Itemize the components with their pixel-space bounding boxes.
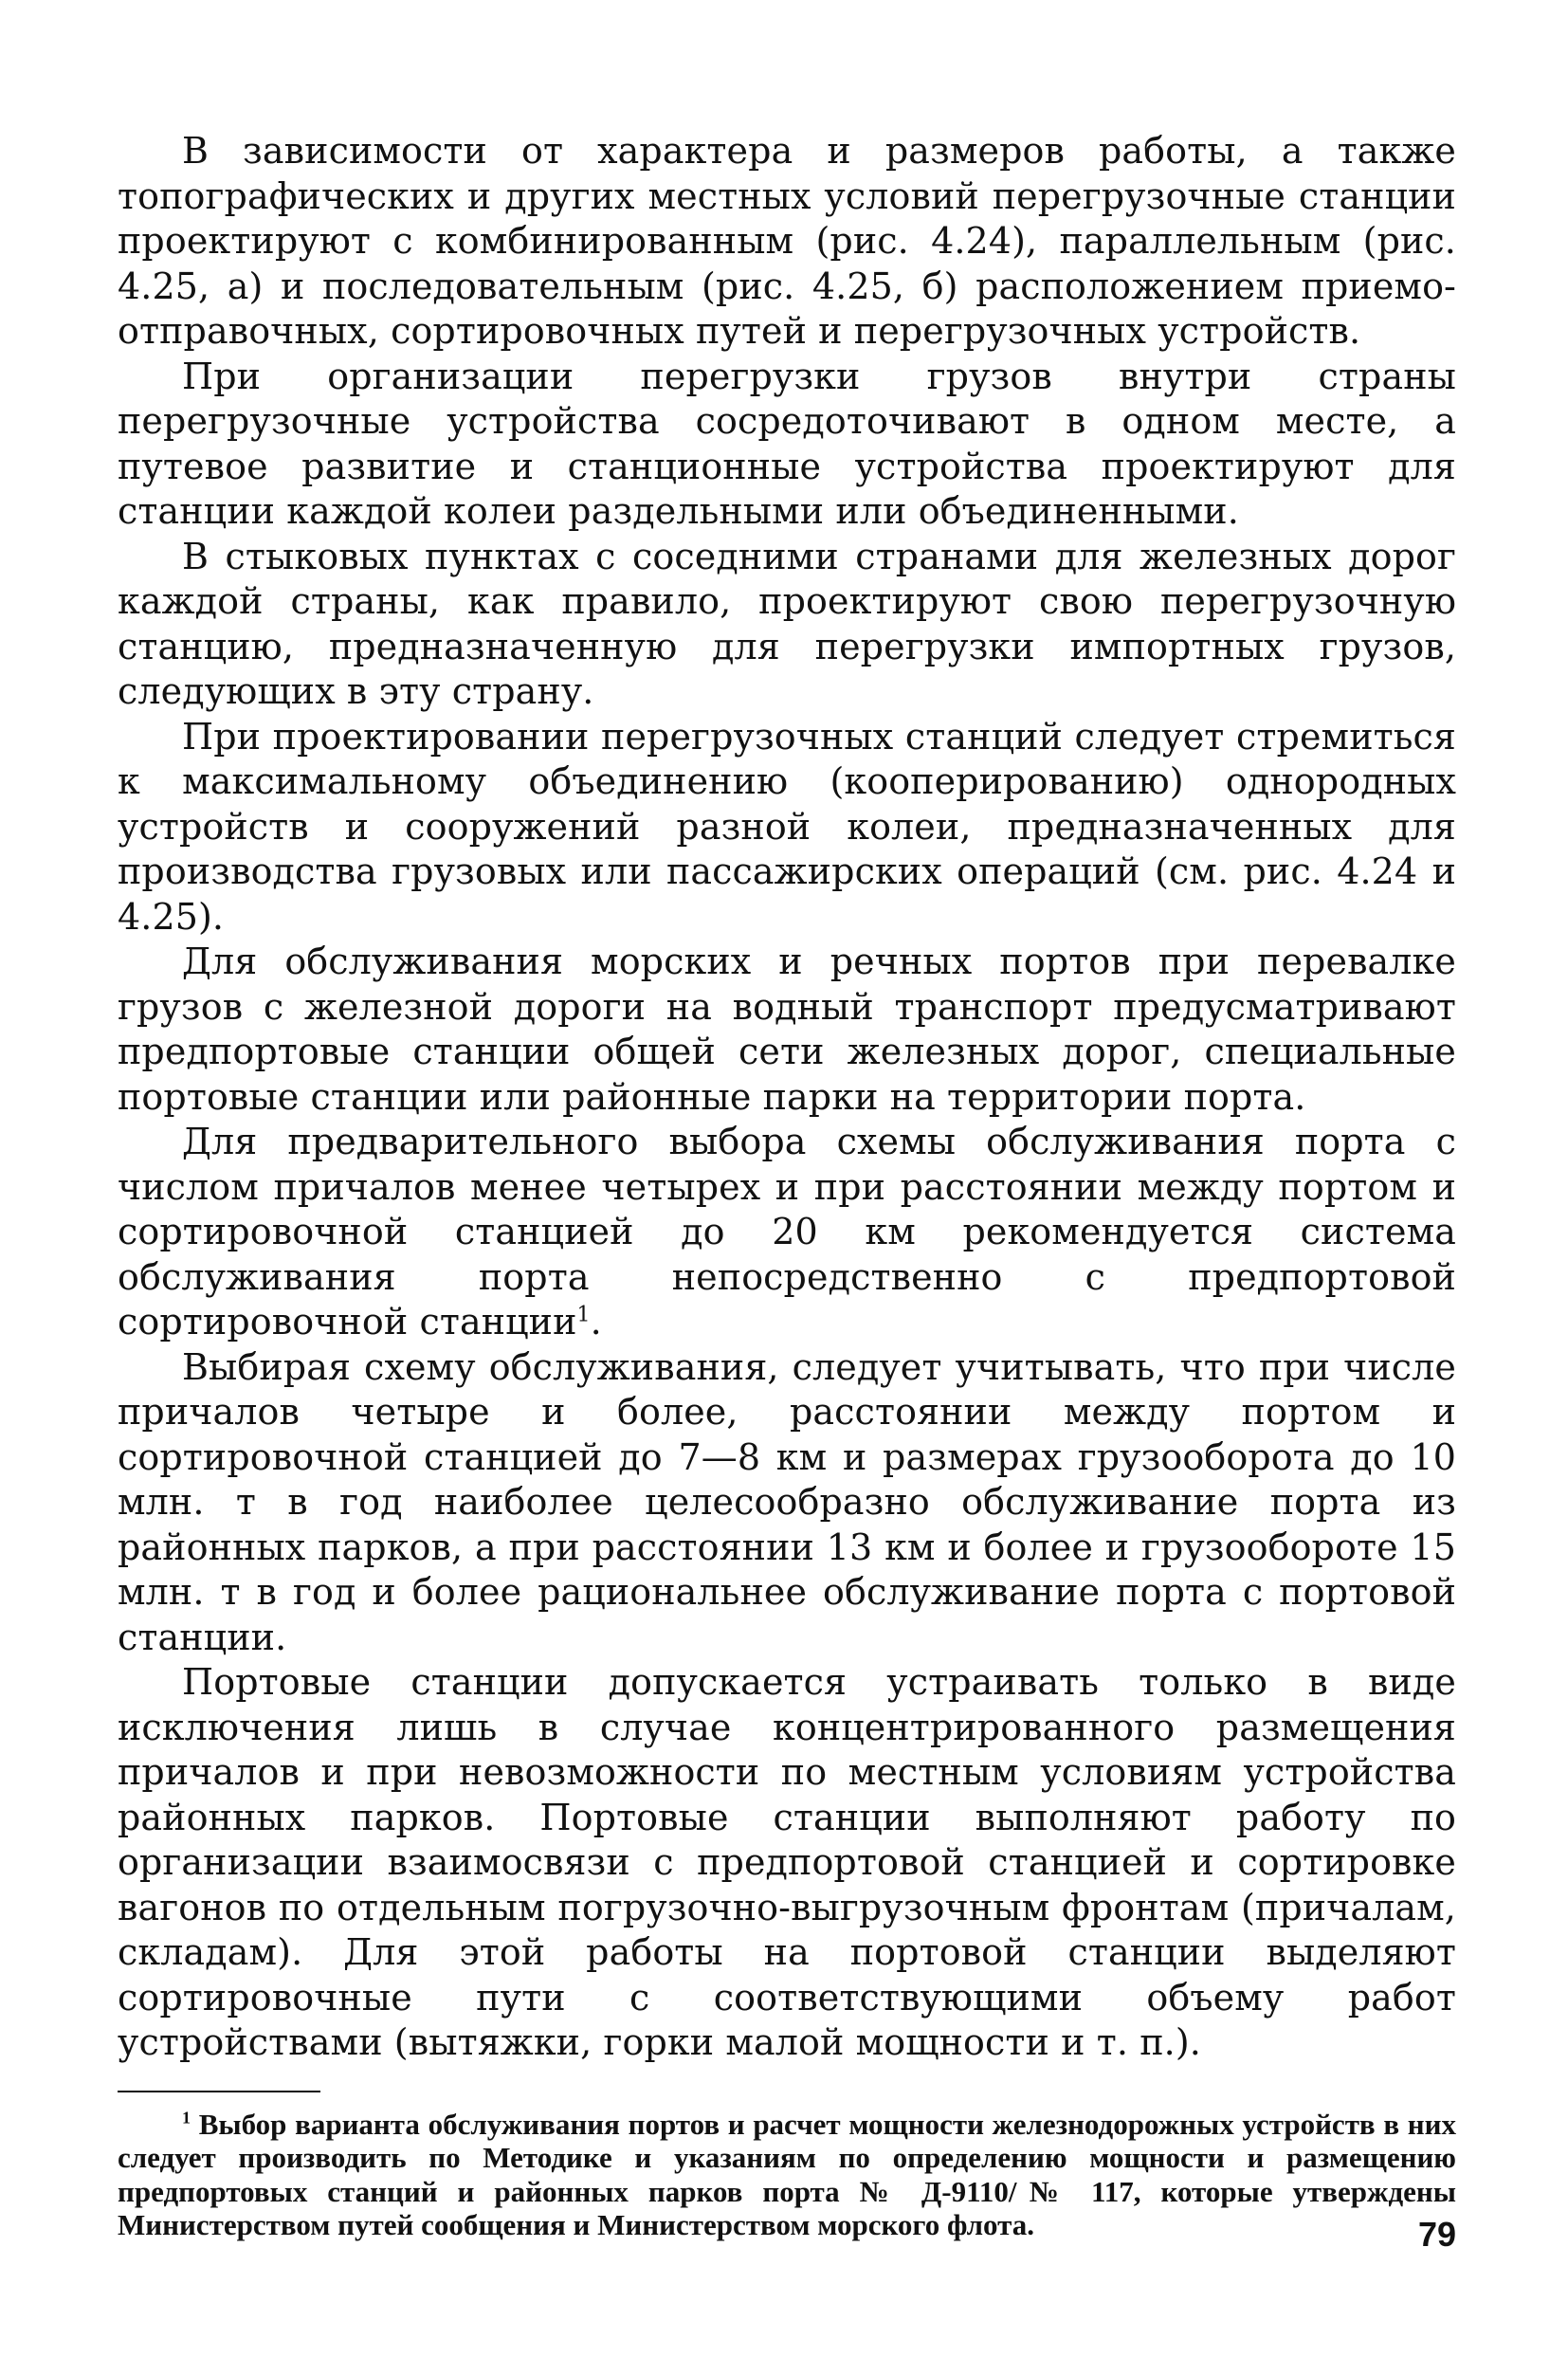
paragraph: Выбирая схему обслуживания, следует учитывать, что при числе причалов четыре и более, расстоянии между портом и сортировочной станцией до 7—8 км и размерах грузооборота до 10 млн. т в год наиболее целесообразно обслуживание порта из районных парков, а при расстоянии 13 км и более и грузообороте 15 млн. т в год и более рациональнее обслуживание порта с портовой станции. xyxy=(118,1345,1456,1658)
paragraph: В стыковых пунктах с соседними странами для железных дорог каждой страны, как правило, проектируют свою перегрузочную станцию, предназначенную для перегрузки импортных грузов, следующих в эту страну. xyxy=(118,535,1456,712)
paragraph: Для обслуживания морских и речных портов при перевалке грузов с железной дороги на водный транспорт предусматривают предпортовые станции общей сети железных дорог, специальные портовые станции или районные парки на территории порта. xyxy=(118,941,1456,1118)
body-text xyxy=(118,129,1456,2066)
paragraph: В зависимости от характера и размеров работы, а также топографических и других местных условий перегрузочные станции проектируют с комбинированным (рис. 4.24), параллельным (рис. 4.25, а) и последовательным (рис. 4.25, б) расположением приемо-отправочных, сортировочных путей и перегрузочных устройств. xyxy=(118,130,1456,352)
footnote-reference: 1 xyxy=(576,1303,591,1327)
page-content xyxy=(118,129,1456,2242)
footnote-separator xyxy=(118,2091,320,2092)
footnote-mark: 1 xyxy=(182,2108,191,2128)
paragraph: Портовые станции допускается устраивать только в виде исключения лишь в случае концентрированного размещения причалов и при невозможности по местным условиям устройства районных парков. Портовые станции выполняют работу по организации взаимосвязи с предпортовой станцией и сортировке вагонов по отдельным погрузочно-выгрузочным фронтам (причалам, складам). Для этой работы на портовой станции выделяют сортировочные пути с соответствующими объему работ устройствами (вытяжки, горки малой мощности и т. п.). xyxy=(118,1661,1456,2063)
paragraph-end-punctuation: . xyxy=(590,1301,602,1343)
paragraph: При проектировании перегрузочных станций следует стремиться к максимальному объединению (кооперированию) однородных устройств и сооружений разной колеи, предназначенных для производства грузовых или пассажирских операций (см. рис. 4.24 и 4.25). xyxy=(118,715,1456,938)
paragraph: При организации перегрузки грузов внутри страны перегрузочные устройства сосредоточивают в одном месте, а путевое развитие и станционные устройства проектируют для станции каждой колеи раздельными или объединенными. xyxy=(118,355,1456,532)
footnote-text: Выбор варианта обслуживания портов и расчет мощности железнодорожных устройств в них следует производить по Методике и указаниям по определению мощности и размещению предпортовых станций и районных парков порта № Д-9110/№ 117, которые утверждены Министерством путей сообщения и Министерством морского флота. xyxy=(118,2107,1457,2241)
page-number: 79 xyxy=(1417,2215,1456,2254)
paragraph-with-footnote-ref xyxy=(118,1120,1456,1345)
footnote xyxy=(118,2108,1456,2242)
paragraph-text: Для предварительного выбора схемы обслуживания порта с числом причалов менее четырех и при расстоянии между портом и сортировочной станцией до 20 км рекомендуется система обслуживания порта непосредственно с предпортовой сортировочной станции xyxy=(118,1121,1456,1343)
